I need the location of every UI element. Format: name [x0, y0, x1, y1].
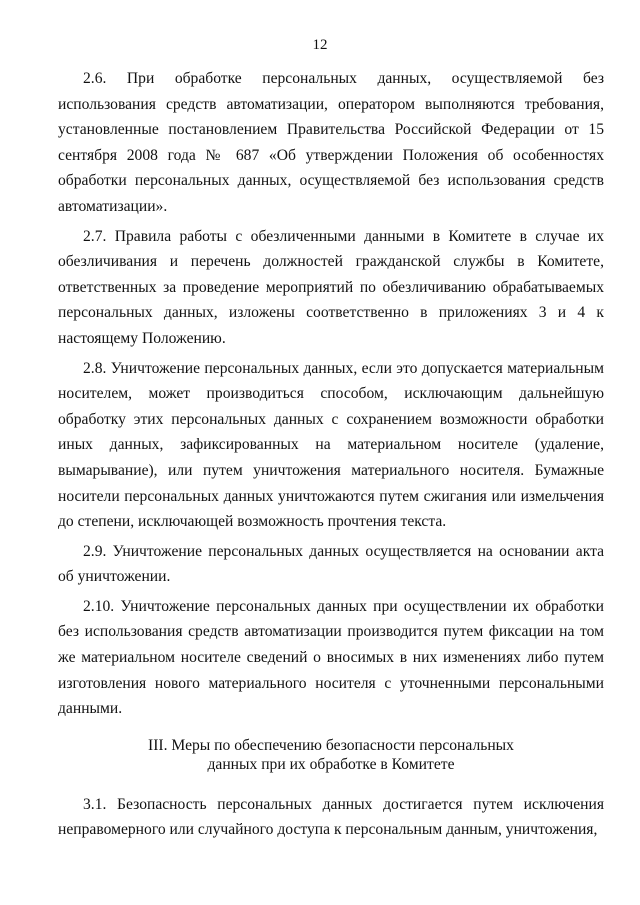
section-heading-line-2: данных при их обработке в Комитете: [207, 755, 455, 773]
paragraph-2-7: 2.7. Правила работы с обезличенными данными в Комитете в случае их обезличивания и перечень должностей гражданской службы в Комитете, ответственных за проведение мероприятий по обезличиванию обрабатываемых персональных данных, изложены соответственно в приложениях 3 и 4 к настоящему Положению.: [58, 227, 604, 347]
section-heading-3: [58, 736, 604, 774]
paragraph-2-6: 2.6. При обработке персональных данных, осуществляемой без использования средств автоматизации, оператором выполняются требования, установленные постановлением Правительства Российской Федерации от 15 сентября 2008 года № 687 «Об утверждении Положения об особенностях обработки персональных данных, осуществляемой без использования средств автоматизации».: [58, 70, 604, 215]
paragraph-2-10: 2.10. Уничтожение персональных данных при осуществлении их обработки без использования средств автоматизации производится путем фиксации на том же материальном носителе сведений о вносимых в них изменениях либо путем изготовления нового материального носителя с уточненными персональными данными.: [58, 597, 604, 718]
paragraph-3-1: 3.1. Безопасность персональных данных достигается путем исключения неправомерного или случайного доступа к персональным данным, уничтожения,: [58, 795, 604, 839]
document-body: [58, 66, 604, 847]
page-number: 12: [312, 37, 328, 53]
section-heading-line-1: III. Меры по обеспечению безопасности персональных: [148, 736, 514, 754]
paragraph-2-8: 2.8. Уничтожение персональных данных, если это допускается материальным носителем, может производиться способом, исключающим дальнейшую обработку этих персональных данных с сохранением возможности обработки иных данных, зафиксированных на материальном носителе (удаление, вымарывание), или путем уничтожения материального носителя. Бумажные носители персональных данных уничтожаются путем сжигания или измельчения до степени, исключающей возможность прочтения текста.: [58, 359, 604, 531]
paragraph-2-9: 2.9. Уничтожение персональных данных осуществляется на основании акта об уничтожении.: [58, 542, 604, 586]
